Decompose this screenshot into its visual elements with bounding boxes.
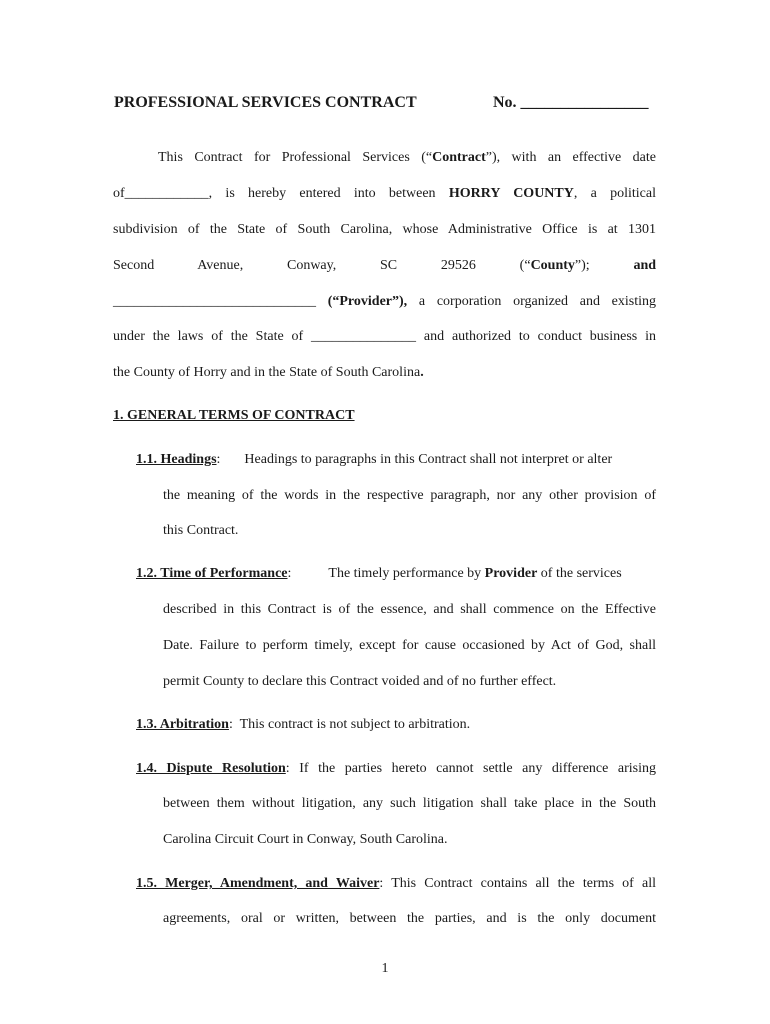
item-1-2-line-1: 1.2. Time of Performance: The timely performance by Provider of the services xyxy=(136,566,622,581)
item-1-1-line-3: this Contract. xyxy=(163,523,239,538)
title-row xyxy=(114,94,659,112)
item-1-1-line-1: 1.1. Headings: Headings to paragraphs in this Contract shall not interpret or alter xyxy=(136,452,613,467)
item-1-2-line-2: described in this Contract is of the essence, and shall commence on the Effective xyxy=(163,602,656,617)
item-1-4-label: 1.4. Dispute Resolution xyxy=(136,761,286,776)
item-1-4-line-1: 1.4. Dispute Resolution: If the parties hereto cannot settle any difference arising xyxy=(136,761,657,776)
item-1-2-line-3: Date. Failure to perform timely, except for cause occasioned by Act of God, shall xyxy=(163,638,656,653)
item-1-5-line-2: agreements, oral or written, between the parties, and is the only document xyxy=(163,911,656,926)
contract-number: No. ________________ xyxy=(493,94,649,111)
intro-line-4: Second Avenue, Conway, SC 29526 (“County”); and xyxy=(113,258,657,273)
item-1-2-label: 1.2. Time of Performance xyxy=(136,566,288,581)
item-1-4-line-2: between them without litigation, any such litigation shall take place in the South xyxy=(163,796,656,811)
item-1-5-line-1: 1.5. Merger, Amendment, and Waiver: This Contract contains all the terms of all xyxy=(136,876,656,891)
intro-line-6: under the laws of the State of _______________ and authorized to conduct business in xyxy=(113,329,656,344)
intro-line-5: _____________________________ (“Provider”), a corporation organized and existing xyxy=(113,294,656,309)
item-1-1-label: 1.1. Headings xyxy=(136,452,217,467)
item-1-5-label: 1.5. Merger, Amendment, and Waiver xyxy=(136,876,380,891)
section-1-heading: 1. GENERAL TERMS OF CONTRACT xyxy=(113,408,355,423)
item-1-3-line-1: 1.3. Arbitration: This contract is not subject to arbitration. xyxy=(136,717,471,732)
item-1-3-label: 1.3. Arbitration xyxy=(136,717,229,732)
item-1-1-line-2: the meaning of the words in the respective paragraph, nor any other provision of xyxy=(163,488,656,503)
page-number: 1 xyxy=(381,961,389,976)
intro-line-2: of____________, is hereby entered into between HORRY COUNTY, a political xyxy=(113,186,656,201)
item-1-2-line-4: permit County to declare this Contract voided and of no further effect. xyxy=(163,674,557,689)
intro-line-3: subdivision of the State of South Carolina, whose Administrative Office is at 1301 xyxy=(113,222,656,237)
intro-line-7: the County of Horry and in the State of South Carolina. xyxy=(113,365,424,380)
item-1-4-line-3: Carolina Circuit Court in Conway, South Carolina. xyxy=(163,832,448,847)
document-title: PROFESSIONAL SERVICES CONTRACT xyxy=(114,94,417,111)
intro-line-1: This Contract for Professional Services (“Contract”), with an effective date xyxy=(158,150,656,165)
